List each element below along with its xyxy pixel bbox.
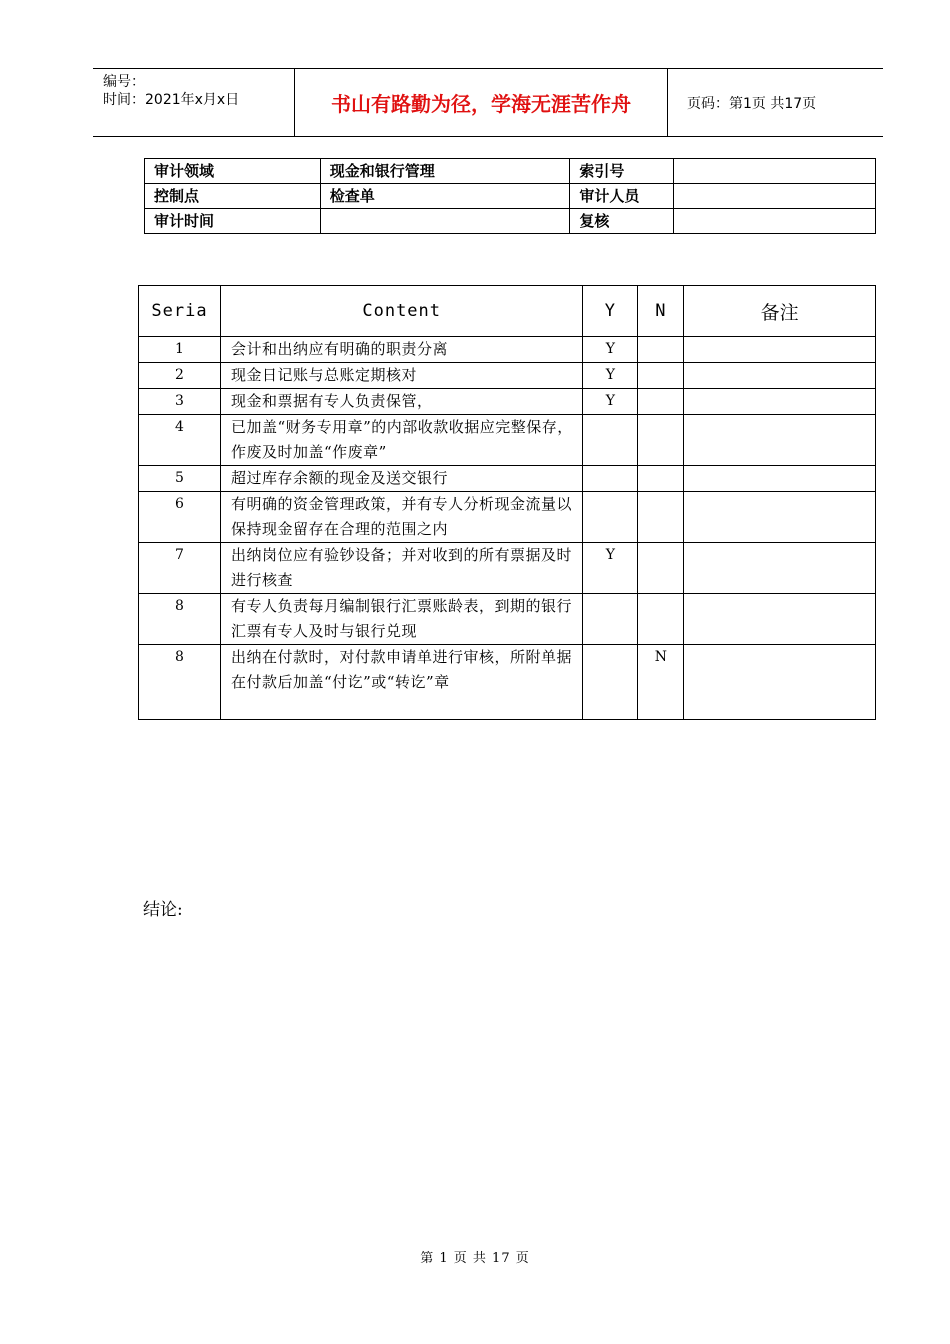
page-footer: 第 1 页 共 17 页 (420, 1251, 530, 1266)
conclusion-label: 结论: (143, 900, 183, 920)
header-content: Content (220, 286, 582, 337)
header-remark: 备注 (684, 286, 876, 337)
row-yes-mark: Y (583, 543, 638, 594)
info-value (674, 184, 876, 209)
row-remark (684, 645, 876, 720)
page-header (93, 68, 883, 137)
row-remark (684, 363, 876, 389)
checklist-row (139, 543, 876, 594)
row-content: 出纳在付款时，对付款申请单进行审核，所附单据在付款后加盖“付讫”或“转讫”章 (220, 645, 582, 720)
checklist-row (139, 389, 876, 415)
checklist-row (139, 492, 876, 543)
row-content: 会计和出纳应有明确的职责分离 (220, 337, 582, 363)
checklist-table (138, 285, 876, 720)
document-time-label: 时间：2021年x月x日 (103, 92, 240, 108)
row-serial: 7 (139, 543, 221, 594)
row-content: 现金日记账与总账定期核对 (220, 363, 582, 389)
info-value (674, 159, 876, 184)
row-remark (684, 466, 876, 492)
row-no-mark (638, 415, 684, 466)
row-yes-mark (583, 415, 638, 466)
row-remark (684, 594, 876, 645)
row-content: 超过库存余额的现金及送交银行 (220, 466, 582, 492)
row-serial: 4 (139, 415, 221, 466)
info-value: 检查单 (320, 184, 570, 209)
row-no-mark (638, 543, 684, 594)
row-no-mark (638, 363, 684, 389)
row-content: 有专人负责每月编制银行汇票账龄表，到期的银行汇票有专人及时与银行兑现 (220, 594, 582, 645)
row-serial: 1 (139, 337, 221, 363)
checklist-row (139, 645, 876, 720)
row-no-mark (638, 492, 684, 543)
checklist-row (139, 594, 876, 645)
row-content: 现金和票据有专人负责保管， (220, 389, 582, 415)
header-meta (93, 69, 293, 136)
checklist-header-row (139, 286, 876, 337)
document-number-label: 编号： (103, 74, 145, 90)
row-remark (684, 337, 876, 363)
row-serial: 6 (139, 492, 221, 543)
row-no-mark: N (638, 645, 684, 720)
header-no: N (638, 286, 684, 337)
row-remark (684, 415, 876, 466)
info-label: 审计人员 (570, 184, 674, 209)
row-yes-mark (583, 645, 638, 720)
checklist-row (139, 337, 876, 363)
row-no-mark (638, 466, 684, 492)
info-label: 控制点 (145, 184, 321, 209)
row-serial: 2 (139, 363, 221, 389)
row-no-mark (638, 337, 684, 363)
info-label: 审计时间 (145, 209, 321, 234)
info-value (320, 209, 570, 234)
row-serial: 5 (139, 466, 221, 492)
row-yes-mark: Y (583, 389, 638, 415)
row-yes-mark: Y (583, 337, 638, 363)
checklist-row (139, 466, 876, 492)
info-label: 审计领域 (145, 159, 321, 184)
checklist-row (139, 363, 876, 389)
row-no-mark (638, 389, 684, 415)
info-row (145, 209, 876, 234)
row-remark (684, 389, 876, 415)
row-remark (684, 543, 876, 594)
info-row (145, 159, 876, 184)
info-label: 索引号 (570, 159, 674, 184)
row-yes-mark (583, 466, 638, 492)
row-remark (684, 492, 876, 543)
row-serial: 8 (139, 594, 221, 645)
row-content: 已加盖“财务专用章”的内部收款收据应完整保存，作废及时加盖“作废章” (220, 415, 582, 466)
info-value (674, 209, 876, 234)
checklist-row (139, 415, 876, 466)
info-label: 复核 (570, 209, 674, 234)
header-motto: 书山有路勤为径，学海无涯苦作舟 (294, 69, 668, 136)
info-row (145, 184, 876, 209)
row-no-mark (638, 594, 684, 645)
row-serial: 3 (139, 389, 221, 415)
row-serial: 8 (139, 645, 221, 720)
row-yes-mark (583, 594, 638, 645)
row-yes-mark (583, 492, 638, 543)
audit-info-table (144, 158, 876, 234)
row-content: 有明确的资金管理政策，并有专人分析现金流量以保持现金留存在合理的范围之内 (220, 492, 582, 543)
header-page-number (677, 69, 883, 136)
row-content: 出纳岗位应有验钞设备；并对收到的所有票据及时进行核查 (220, 543, 582, 594)
info-value: 现金和银行管理 (320, 159, 570, 184)
page-number-label: 页码：第1页 共17页 (687, 95, 817, 112)
row-yes-mark: Y (583, 363, 638, 389)
header-yes: Y (583, 286, 638, 337)
header-serial: Seria (139, 286, 221, 337)
